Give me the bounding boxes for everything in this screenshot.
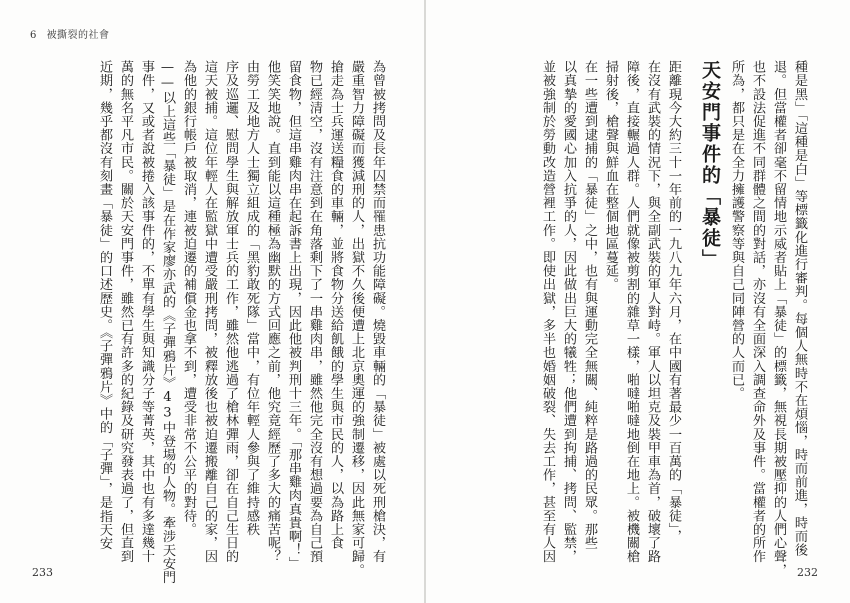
left-text-line: 為曾被拷問及長年囚禁而罹患抗功能障礙。燒毀車輛的「暴徒」被處以死刑槍決，有 <box>370 60 385 564</box>
left-text-line: 這天被捕。這位年輕人在監獄中遭受嚴刑拷問，被釋放後也被迫遷搬離自己的家，因 <box>202 60 217 564</box>
left-text-line: 序及巡邏、慰問學生與解放軍士兵的工作，雖然他逃過了槍林彈雨，卻在自己生日的 <box>223 60 238 564</box>
left-text-line: 嚴重智力障礙而獲減刑的人，出獄不久後便遭上北京奧運的強制遷移，因此無家可歸。 <box>349 60 364 577</box>
left-text-line: 留食物，但這串雞肉串在起訴書上出現，因此他被判刑十三年。「那串雞肉真貴啊！」 <box>286 60 301 571</box>
left-text-line: 他笑笑地說。直到能以這種極為幽默的方式回應之前，他究竟經歷了多大的痛苦呢？ <box>265 60 280 564</box>
right-main-line: 並被強制於勞動改造營裡工作。即使出獄，多半也婚姻破裂、失去工作，甚至有人因 <box>540 60 555 564</box>
chapter-number: 6 <box>30 30 37 41</box>
chapter-title: 被撕裂的社會 <box>46 30 110 41</box>
page-number-left: 233 <box>32 566 53 579</box>
left-text-line: 由勞工及地方人士獨立組成的「黑豹敢死隊」當中，有位年輕人參與了維持感秩 <box>244 60 259 536</box>
right-intro-line: 所為，都只是在全力擁護警察等與自己同陣營的人而已。 <box>729 60 744 400</box>
left-text-line: ——以上這些「暴徒」是在作家廖亦武的《子彈鴉片》43中登場的人物。牽涉天安門 <box>160 60 175 584</box>
right-main-line: 距離現今大約三十一年前的一九八九年六月，在中國有著最少一百萬的「暴徒」， <box>666 60 681 543</box>
left-page <box>0 0 424 603</box>
right-page <box>426 0 850 603</box>
running-header <box>30 26 110 41</box>
right-intro-line: 種是黑」「這種是白」等標籤化進行審判。每個人無時不在煩惱，時而前進，時而後 <box>792 60 807 557</box>
left-text-line: 近期，幾乎都沒有刻畫「暴徒」的口述歷史。《子彈鴉片》中的「子彈」，是指天安 <box>97 60 112 550</box>
left-body-text <box>94 60 388 584</box>
left-text-line: 物已經清空，沒有注意到在角落剩下了一串雞肉串，雖然他完全沒有想過要為自己預 <box>307 60 322 564</box>
left-text-line: 萬的無名平凡市民。關於天安門事件，雖然已有許多的紀錄及研究發表過了，但直到 <box>118 60 133 564</box>
right-intro-line: 退。但當權者卻毫不留情地示威者貼上「暴徒」的標籤，無視長期被壓抑的人們心聲， <box>771 60 786 577</box>
right-main-line: 掃射後，槍聲與鮮血在整個地區蔓延。 <box>603 60 618 292</box>
right-main-line: 以真摯的愛國心加入抗爭的人，因此做出巨大的犧牲；他們遭到拘捕、拷問、監禁， <box>561 60 576 564</box>
left-text-line: 事件，又或者說被捲入該事件的，不單有學生與知識分子等菁英，其中也有多達幾十 <box>139 60 154 564</box>
right-main-line: 在沒有武裝的情況下，與全副武裝的軍人對峙。軍人以坦克及裝甲車為首，破壞了路 <box>645 60 660 564</box>
section-heading: 天安門事件的「暴徒」 <box>699 60 721 270</box>
right-main-line: 在一些遭到逮捕的「暴徒」之中，也有與運動完全無關、純粹是路過的民眾。那些 <box>582 60 597 550</box>
right-main-line: 障後，直接輾過人群。人們就像被剪割的雜草一樣，啪噠啪噠地倒在地上。被機關槍 <box>624 60 639 564</box>
left-text-line: 為他的銀行帳戶被取消，連被迫遷的補償金也拿不到，遭受非常不公平的對待。 <box>181 60 196 536</box>
left-text-line: 搶走為士兵運送糧食的車輛，並將食物分送給飢餓的學生與市民的人，以為路上食 <box>328 60 343 550</box>
right-intro-line: 也不設法促進不同群體之間的對話，亦沒有全面深入調查命外及事件。當權者的所作 <box>750 60 765 564</box>
page-number-right: 232 <box>797 566 818 579</box>
right-body-text-main <box>537 60 684 564</box>
